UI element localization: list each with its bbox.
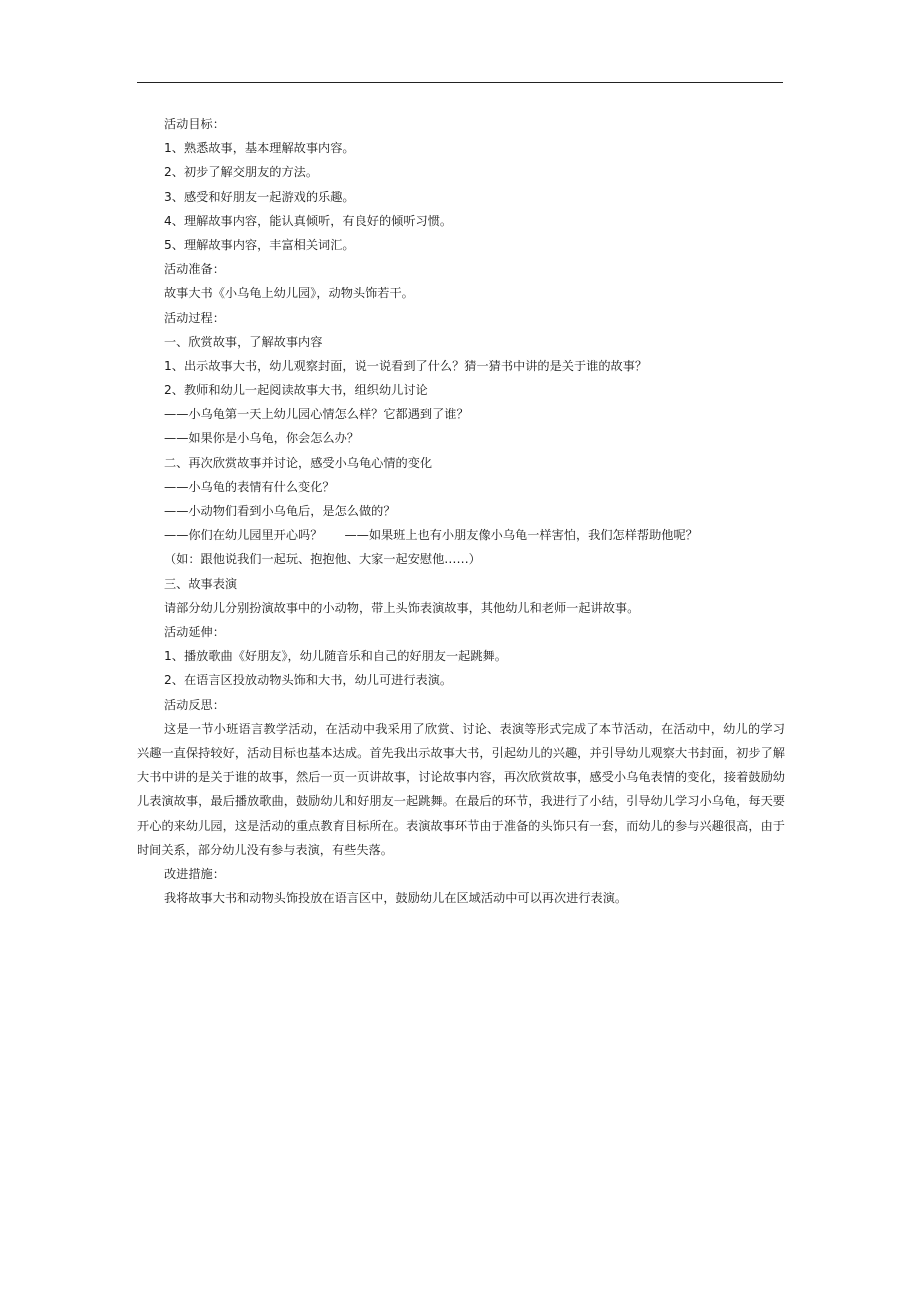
extension-item: 1、播放歌曲《好朋友》，幼儿随音乐和自己的好朋友一起跳舞。: [164, 649, 507, 664]
process-step: 一、欣赏故事，了解故事内容: [164, 334, 323, 349]
process-step: 二、再次欣赏故事并讨论，感受小乌龟心情的变化: [164, 455, 433, 470]
preparation-text: 故事大书《小乌龟上幼儿园》，动物头饰若干。: [164, 286, 414, 301]
header-rule: [137, 82, 783, 83]
process-step: 2、教师和幼儿一起阅读故事大书，组织幼儿讨论: [164, 383, 428, 398]
process-question: ——小动物们看到小乌龟后，是怎么做的？: [164, 504, 396, 518]
goal-item: 4、理解故事内容，能认真倾听，有良好的倾听习惯。: [164, 213, 453, 228]
extension-item: 2、在语言区投放动物头饰和大书，幼儿可进行表演。: [164, 673, 453, 688]
heading-improvement: 改进措施：: [164, 866, 225, 881]
heading-extension: 活动延伸：: [164, 624, 225, 639]
process-step: 1、出示故事大书，幼儿观察封面，说一说看到了什么？猜一猜书中讲的是关于谁的故事？: [164, 358, 648, 373]
reflection-paragraph: 这是一节小班语言教学活动，在活动中我采用了欣赏、讨论、表演等形式完成了本节活动，在活动中，幼儿的学习兴趣一直保持较好，活动目标也基本达成。首先我出示故事大书，引起幼儿的兴趣，并引导幼儿观察大书封面，初步了解大书中讲的是关于谁的故事，然后一页一页讲故事，讨论故事内容，再次欣赏故事，感受小乌龟表情的变化，接着鼓励幼儿表演故事，最后播放歌曲，鼓励幼儿和好朋友一起跳舞。在最后的环节，我进行了小结，引导幼儿学习小乌龟，每天要开心的来幼儿园，这是活动的重点教育目标所在。表演故事环节由于准备的头饰只有一套，而幼儿的参与兴趣很高，由于时间关系，部分幼儿没有参与表演，有些失落。: [137, 721, 785, 857]
document-body: [137, 112, 804, 910]
process-example: （如：跟他说我们一起玩、抱抱他、大家一起安慰他……）: [164, 552, 481, 567]
process-step: 三、故事表演: [164, 576, 238, 591]
heading-preparation: 活动准备：: [164, 262, 225, 277]
improvement-paragraph: 我将故事大书和动物头饰投放在语言区中，鼓励幼儿在区域活动中可以再次进行表演。: [164, 891, 628, 906]
goal-item: 1、熟悉故事，基本理解故事内容。: [164, 141, 355, 156]
heading-process: 活动过程：: [164, 310, 225, 325]
process-question-pair: [164, 523, 804, 547]
process-text: 请部分幼儿分别扮演故事中的小动物，带上头饰表演故事，其他幼儿和老师一起讲故事。: [164, 600, 640, 615]
process-question: ——你们在幼儿园里开心吗？: [164, 528, 323, 543]
process-question: ——如果班上也有小朋友像小乌龟一样害怕，我们怎样帮助他呢？: [344, 528, 698, 543]
heading-reflection: 活动反思：: [164, 697, 225, 712]
goal-item: 2、初步了解交朋友的方法。: [164, 165, 319, 180]
process-question: ——小乌龟的表情有什么变化？: [164, 479, 335, 494]
process-question: ——如果你是小乌龟，你会怎么办？: [164, 431, 359, 446]
goal-item: 5、理解故事内容，丰富相关词汇。: [164, 237, 355, 252]
goal-item: 3、感受和好朋友一起游戏的乐趣。: [164, 189, 355, 204]
heading-goals: 活动目标：: [164, 117, 225, 131]
process-question: ——小乌龟第一天上幼儿园心情怎么样？它都遇到了谁？: [164, 407, 469, 422]
